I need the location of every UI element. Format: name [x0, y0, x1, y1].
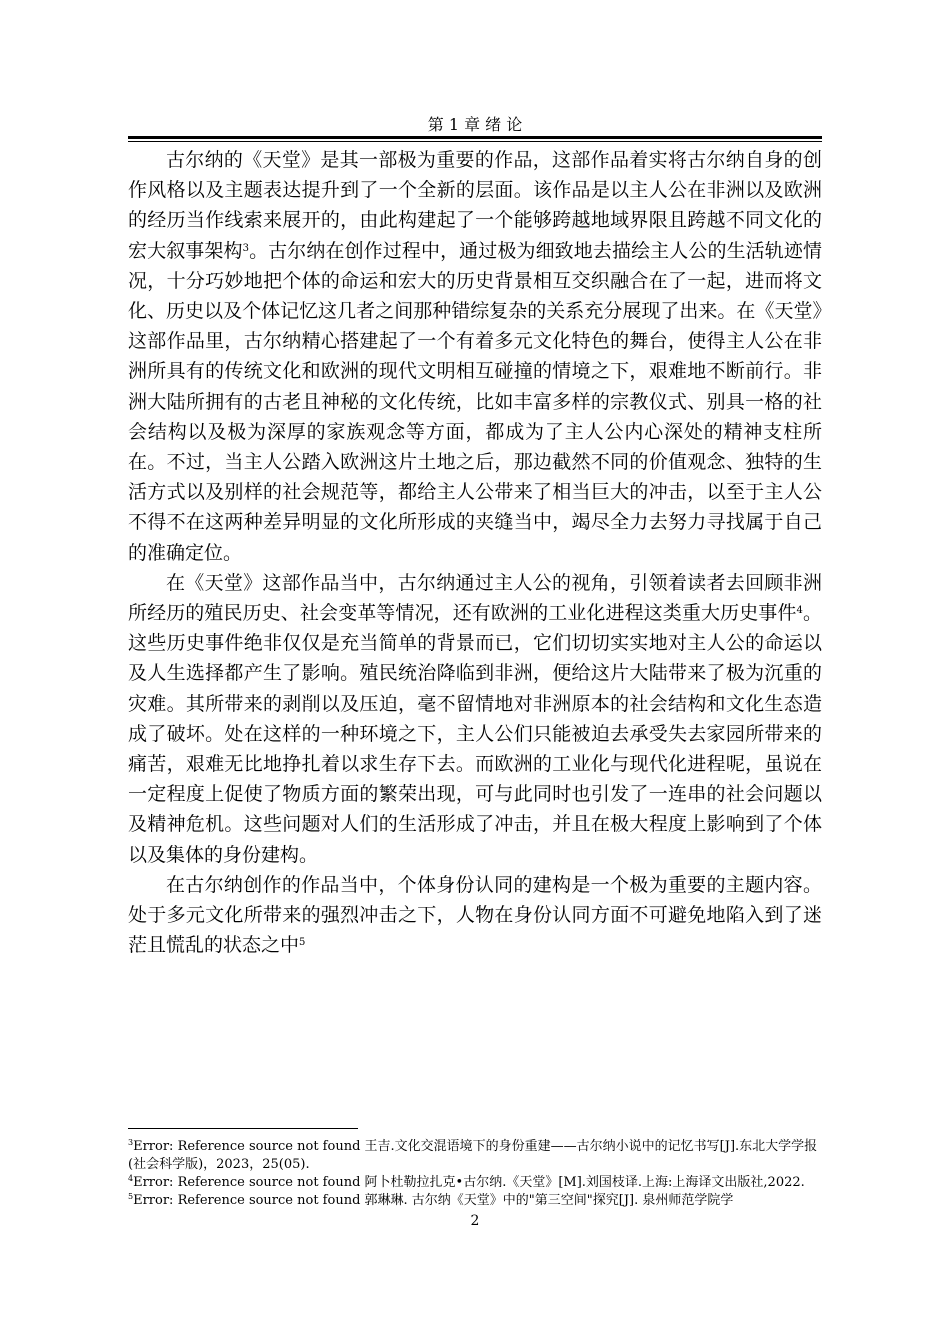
footnote-ref-5[interactable]: 5 — [299, 937, 306, 949]
paragraph-3 — [128, 870, 822, 961]
footnote-3-number: 3 — [128, 1138, 134, 1147]
footnote-3 — [128, 1138, 822, 1174]
footnote-5 — [128, 1192, 822, 1210]
chapter-header: 第 1 章 绪 论 — [427, 115, 523, 134]
page-number: 2 — [470, 1213, 480, 1229]
paragraph-2 — [128, 568, 822, 870]
footnote-separator — [128, 1128, 358, 1129]
footnote-4-number: 4 — [128, 1174, 134, 1183]
footnote-3-text: Error: Reference source not found 王吉.文化交混语境下的身份重建——古尔纳小说中的记忆书写[J].东北大学学报(社会科学版)，2023，25(05). — [128, 1139, 818, 1172]
paragraph-1-tail: 。古尔纳在创作过程中，通过极为细致地去描绘主人公的生活轨迹情况，十分巧妙地把个体的命运和宏大的历史背景相互交织融合在了一起，进而将文化、历史以及个体记忆这几者之间那种错综复杂的关系充分展现了出来。在《天堂》这部作品里，古尔纳精心搭建起了一个有着多元文化特色的舞台，使得主人公在非洲所具有的传统文化和欧洲的现代文明相互碰撞的情境之下，艰难地不断前行。非洲大陆所拥有的古老且神秘的文化传统，比如丰富多样的宗教仪式、别具一格的社会结构以及极为深厚的家族观念等方面，都成为了主人公内心深处的精神支柱所在。不过，当主人公踏入欧洲这片土地之后，那边截然不同的价值观念、独特的生活方式以及别样的社会规范等，都给主人公带来了相当巨大的冲击，以至于主人公不得不在这两种差异明显的文化所形成的夹缝当中，竭尽全力去努力寻找属于自己的准确定位。 — [128, 239, 822, 564]
footnotes — [128, 1138, 822, 1210]
footnote-4-text: Error: Reference source not found 阿卜杜勒拉扎克•古尔纳.《天堂》[M].刘国枝译.上海:上海译文出版社,2022. — [133, 1175, 805, 1190]
header-rule-thin — [128, 141, 822, 142]
paragraph-3-text: 在古尔纳创作的作品当中，个体身份认同的建构是一个极为重要的主题内容。处于多元文化所带来的强烈冲击之下，人物在身份认同方面不可避免地陷入到了迷茫且慌乱的状态之中 — [128, 873, 822, 957]
footnote-ref-3[interactable]: 3 — [242, 242, 249, 254]
footnote-4 — [128, 1174, 822, 1192]
paragraph-2-tail: 。这些历史事件绝非仅仅是充当简单的背景而已，它们切切实实地对主人公的命运以及人生选择都产生了影响。殖民统治降临到非洲，便给这片大陆带来了极为沉重的灾难。其所带来的剥削以及压迫，毫不留情地对非洲原本的社会结构和文化生态造成了破坏。处在这样的一种环境之下，主人公们只能被迫去承受失去家园所带来的痛苦，艰难无比地挣扎着以求生存下去。而欧洲的工业化与现代化进程呢，虽说在一定程度上促使了物质方面的繁荣出现，可与此同时也引发了一连串的社会问题以及精神危机。这些问题对人们的生活形成了冲击，并且在极大程度上影响到了个体以及集体的身份建构。 — [128, 602, 822, 866]
paragraph-2-text: 在《天堂》这部作品当中，古尔纳通过主人公的视角，引领着读者去回顾非洲所经历的殖民历史、社会变革等情况，还有欧洲的工业化进程这类重大历史事件 — [128, 571, 822, 625]
paragraph-1-text: 古尔纳的《天堂》是其一部极为重要的作品，这部作品着实将古尔纳自身的创作风格以及主题表达提升到了一个全新的层面。该作品是以主人公在非洲以及欧洲的经历当作线索来展开的，由此构建起了一个能够跨越地域界限且跨越不同文化的宏大叙事架构 — [128, 149, 822, 262]
footnote-5-text: Error: Reference source not found 郭琳琳. 古尔纳《天堂》中的"第三空间"探究[J]. 泉州师范学院学 — [133, 1193, 734, 1208]
footnote-ref-4[interactable]: 4 — [796, 605, 803, 617]
body-text — [128, 145, 822, 960]
header-rule-thick — [128, 136, 822, 139]
paragraph-1 — [128, 145, 822, 568]
footnote-5-number: 5 — [128, 1192, 134, 1201]
